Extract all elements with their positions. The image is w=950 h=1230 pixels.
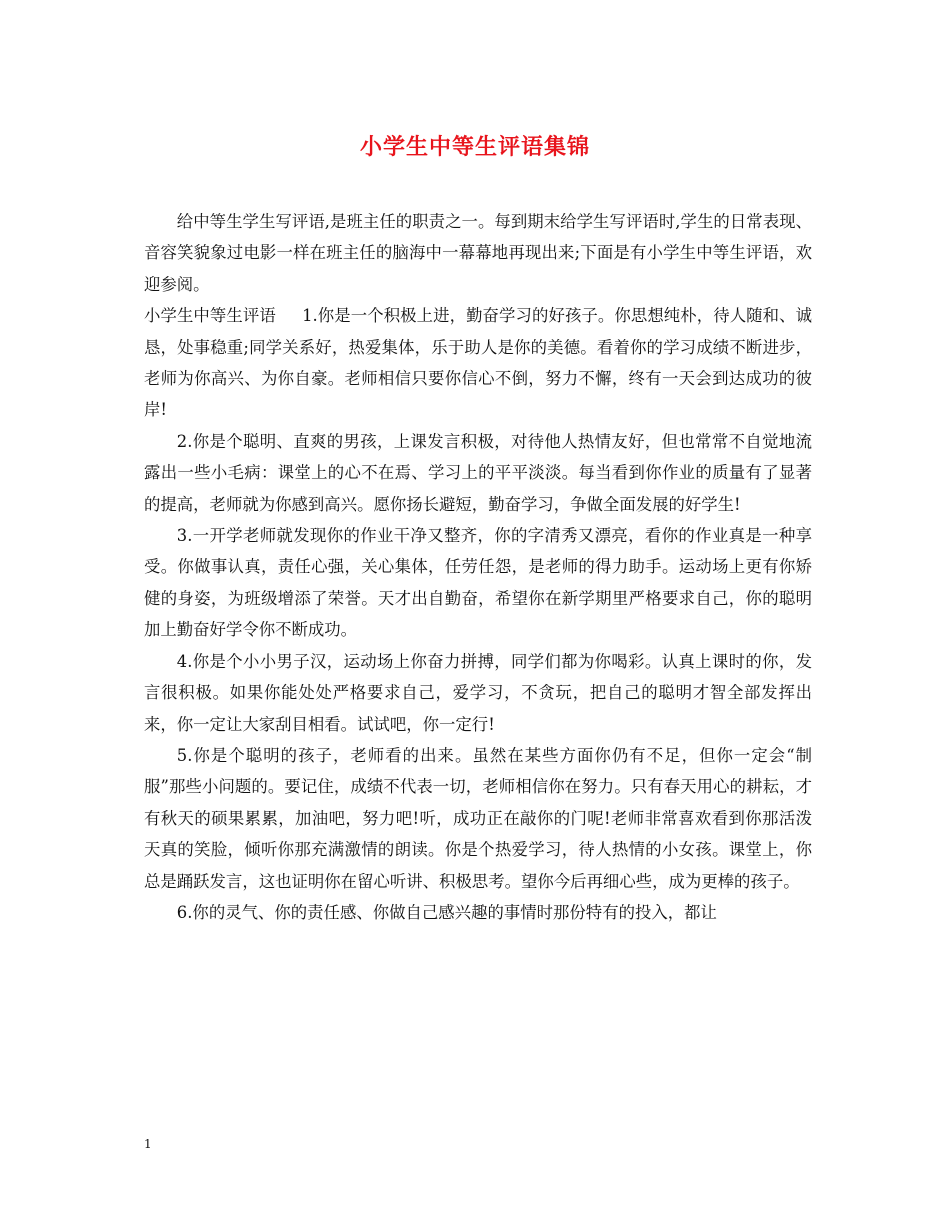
document-body	[144, 206, 812, 928]
intro-paragraph: 给中等生学生写评语,是班主任的职责之一。每到期末给学生写评语时,学生的日常表现、音容笑貌象过电影一样在班主任的脑海中一幕幕地再现出来;下面是有小学生中等生评语，欢迎参阅。	[144, 212, 812, 294]
comment-paragraph-6: 6.你的灵气、你的责任感、你做自己感兴趣的事情时那份特有的投入，都让	[176, 902, 717, 922]
document-title: 小学生中等生评语集锦	[359, 134, 590, 160]
comment-paragraph-3: 3.一开学老师就发现你的作业干净又整齐，你的字清秀又漂亮，看你的作业真是一种享受。你做事认真，责任心强，关心集体，任劳任怨，是老师的得力助手。运动场上更有你矫健的身姿，为班级增添了荣誉。天才出自勤奋，希望你在新学期里严格要求自己，你的聪明加上勤奋好学令你不断成功。	[144, 526, 812, 640]
page-number: 1	[144, 1137, 152, 1151]
comment-text-1: 1.你是一个积极上进，勤奋学习的好孩子。你思想纯朴，待人随和、诚恳，处事稳重;同学关系好，热爱集体，乐于助人是你的美德。看着你的学习成绩不断进步，老师为你高兴、为你自豪。老师相信只要你信心不倒，努力不懈，终有一天会到达成功的彼岸!	[144, 306, 813, 420]
comment-paragraph-4: 4.你是个小小男子汉，运动场上你奋力拼搏，同学们都为你喝彩。认真上课时的你，发言很积极。如果你能处处严格要求自己，爱学习，不贪玩，把自己的聪明才智全部发挥出来，你一定让大家刮目相看。试试吧，你一定行!	[144, 651, 812, 734]
comment-paragraph-1	[144, 300, 812, 426]
comment-paragraph-5: 5.你是个聪明的孩子，老师看的出来。虽然在某些方面你仍有不足，但你一定会“制服”那些小问题的。要记住，成绩不代表一切，老师相信你在努力。只有春天用心的耕耘，才有秋天的硕果累累，加油吧，努力吧!听，成功正在敲你的门呢!老师非常喜欢看到你那活泼天真的笑脸，倾听你那充满激情的朗读。你是个热爱学习，待人热情的小女孩。课堂上，你总是踊跃发言，这也证明你在留心听讲、积极思考。望你今后再细心些，成为更棒的孩子。	[144, 745, 812, 891]
comment-paragraph-2: 2.你是个聪明、直爽的男孩，上课发言积极，对待他人热情友好，但也常常不自觉地流露出一些小毛病：课堂上的心不在焉、学习上的平平淡淡。每当看到你作业的质量有了显著的提高，老师就为你感到高兴。愿你扬长避短，勤奋学习，争做全面发展的好学生!	[144, 431, 812, 514]
section-heading: 小学生中等生评语	[144, 306, 276, 326]
